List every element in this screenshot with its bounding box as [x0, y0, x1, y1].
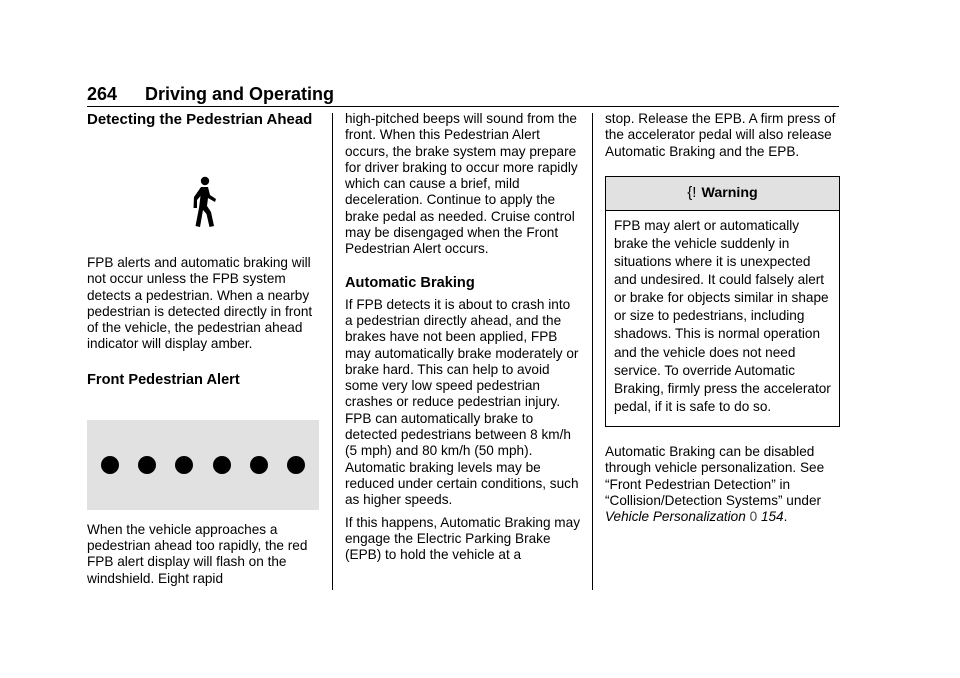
paragraph-high-pitched-beeps: high-pitched beeps will sound from the front. When this Pedestrian Alert occurs, the brake system may prepare for driver braking to occur more rapidly which can cause a brief, mild deceleration. Continue to apply the brake pedal as needed. Cruise control may be disengaged when the Front Pedestrian Alert occurs. — [345, 111, 578, 257]
page-header — [87, 83, 839, 107]
paragraph-stop-release: stop. Release the EPB. A firm press of the accelerator pedal will also release Automatic Braking and the EPB. — [605, 111, 836, 159]
heading-detecting-pedestrian: Detecting the Pedestrian Ahead — [87, 111, 313, 128]
warning-icon: {! — [687, 184, 697, 202]
heading-front-pedestrian-alert: Front Pedestrian Alert — [87, 371, 240, 388]
column-1 — [87, 111, 319, 587]
column-2 — [345, 111, 580, 563]
alert-dot — [175, 456, 193, 474]
alert-dot — [138, 456, 156, 474]
column-3 — [605, 111, 840, 525]
reference-link[interactable]: Vehicle Personalization 0 154 — [605, 509, 784, 525]
walking-pedestrian-icon — [191, 176, 219, 228]
warning-header — [606, 177, 839, 211]
paragraph-vehicle-approaches: When the vehicle approaches a pedestrian ahead too rapidly, the red FPB alert display will flash on the windshield. Eight rapid — [87, 521, 308, 586]
paragraph-fpb-alerts: FPB alerts and automatic braking will not occur unless the FPB system detects a pedestrian. When a nearby pedestrian is detected directly in front of the vehicle, the pedestrian ahead indicator will display amber. — [87, 255, 313, 352]
alert-dot — [287, 456, 305, 474]
alert-dot — [213, 456, 231, 474]
page-number: 264 — [87, 84, 118, 104]
alert-dot — [101, 456, 119, 474]
paragraph-personalization: Automatic Braking can be disabled through vehicle personalization. See “Front Pedestrian Detection” in “Collision/Detection Systems” under Vehicle Personalization 0 154. — [605, 443, 825, 525]
warning-text: FPB may alert or automatically brake the vehicle suddenly in situations where it is unexpected and undesired. It could falsely alert or brake for objects similar in shape or size to pedestrians, including shadows. This is normal operation and the vehicle does not need service. To override Automatic Braking, firmly press the accelerator pedal, if it is safe to do so. — [614, 217, 831, 414]
alert-dot — [250, 456, 268, 474]
section-title: Driving and Operating — [145, 84, 335, 104]
column-divider-1 — [332, 113, 333, 590]
heading-automatic-braking: Automatic Braking — [345, 274, 475, 291]
warning-title: Warning — [701, 185, 758, 202]
paragraph-if-this-happens: If this happens, Automatic Braking may engage the Electric Parking Brake (EPB) to hold the vehicle at a — [345, 514, 580, 563]
warning-box — [605, 176, 840, 427]
page-reference-icon: 0 — [749, 509, 758, 525]
column-divider-2 — [592, 113, 593, 590]
paragraph-fpb-detects: If FPB detects it is about to crash into a pedestrian directly ahead, and the brakes have not been applied, FPB may automatically brake moderately or brake hard. This can help to avoid some very low speed pedestrian crashes or reduce pedestrian injury. FPB can automatically brake to detected pedestrians between 8 km/h (5 mph) and 80 km/h (50 mph). Automatic braking levels may be reduced under certain conditions, such as higher speeds. — [345, 296, 579, 508]
alert-display-graphic — [87, 420, 319, 510]
